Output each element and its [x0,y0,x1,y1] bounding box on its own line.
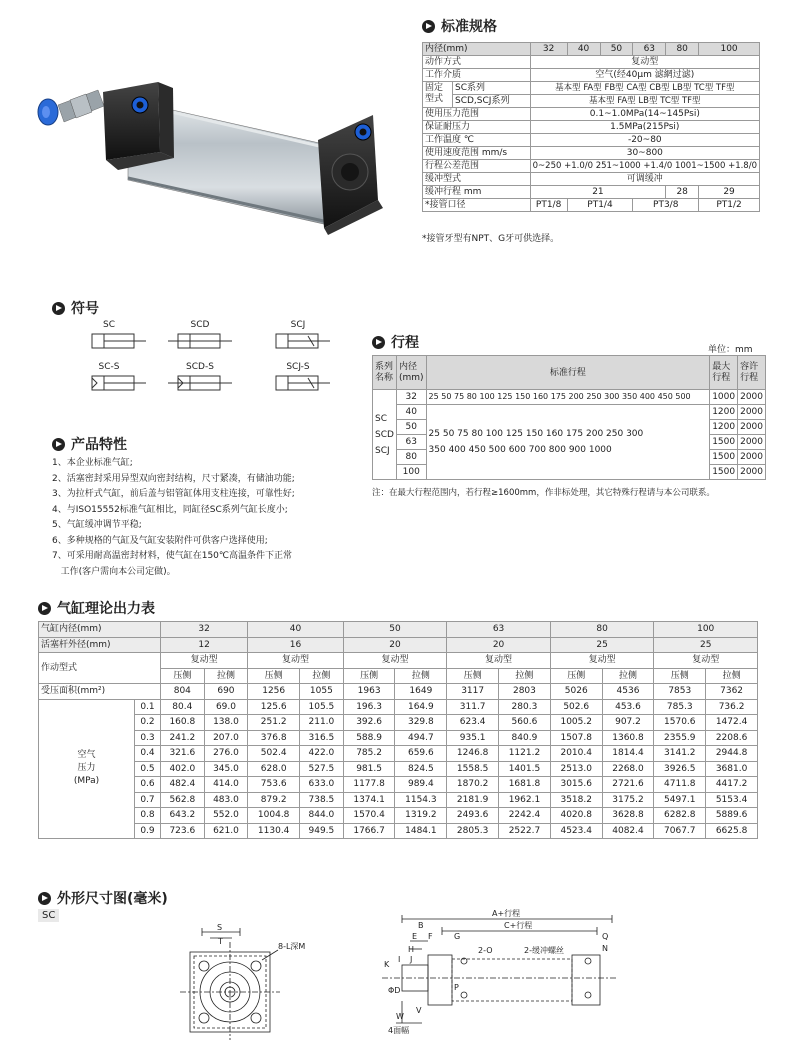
list-item: 7、可采用耐高温密封材料，使气缸在150℃高温条件下正常 [52,551,293,561]
force-table: 气缸内径(mm) 32 40 50 63 80 100 活塞杆外径(mm) 12 16 20 20 25 25 作动型式 复动型 复动型 复动型 复动型 复动型 复动型 压侧 拉侧 压侧 拉侧 压侧 拉侧 压侧 拉侧 压侧 拉侧 压侧 拉侧 受压面积(mm²) 804 690 1256 1055 1963 1649 3117 2803 5026 4536 7853 7362 空气 压力 (MPa) 0.1 80.4 69.0 125.6 105.5 196.3 164.9 311.7 280.3 502.6 453.6 785.3 736.2 0.2 160.8 138.0 251.2 211.0 392.6 329.8 623.4 560.6 1005.2 907.2 1570.6 1472.4 0.3 241.2 207.0 376.8 316.5 588.9 494.7 935.1 840.9 1507.8 1360.8 2355.9 2208.6 0.4 321.6 276.0 502.4 422.0 785.2 659.6 1246.8 1121.2 2010.4 1814.4 3141.2 2944.8 0.5 402.0 345.0 628.0 527.5 981.5 824.5 1558.5 1401.5 2513.0 2268.0 3926.5 3681.0 0.6 482.4 414.0 753.6 633.0 1177.8 989.4 1870.2 1681.8 3015.6 2721.6 4711.8 4417.2 0.7 562.8 483.0 879.2 738.5 1374.1 1154.3 2181.9 1962.1 3518.2 3175.2 5497.1 5153.4 0.8 643.2 552.0 1004.8 844.0 1570.4 1319.2 2493.6 2242.4 4020.8 3628.8 6282.8 5889.6 0.9 723.6 621.0 1130.4 949.5 1766.7 1484.1 2805.3 2522.7 4523.4 4082.4 7067.7 6625.8 [38,621,758,839]
list-item: 4、与ISO15552标准气缸相比，同缸径SC系列气缸长度小; [52,504,288,515]
dim-label-g: G [454,932,461,941]
dim-label-s: S [217,923,223,932]
stroke-unit: 单位：mm [708,345,753,355]
bullet-arrow-icon [372,336,385,349]
bullet-arrow-icon [422,20,435,33]
dim-label-width: 4面幅 [388,1026,410,1035]
list-item: 3、为拉杆式气缸，前后盖与铝管缸体用支柱连接，可靠性好; [52,489,295,499]
dims-series-tag: SC [38,909,59,922]
dim-label-e: E [412,932,418,941]
dim-label-b: B [418,921,424,930]
cylinder-symbol-icons [82,320,362,400]
bullet-arrow-icon [38,602,51,615]
table-row: 0.8 643.2 552.0 1004.8 844.0 1570.4 1319.2 2493.6 2242.4 4020.8 3628.8 6282.8 5889.6 [39,808,758,824]
cylinder-product-image [28,60,398,250]
dim-label-f: F [428,932,433,941]
table-row: 0.4 321.6 276.0 502.4 422.0 785.2 659.6 1246.8 1121.2 2010.4 1814.4 3141.2 2944.8 [39,746,758,762]
table-row: 0.3 241.2 207.0 376.8 316.5 588.9 494.7 935.1 840.9 1507.8 1360.8 2355.9 2208.6 [39,730,758,746]
bullet-arrow-icon [38,892,51,905]
list-item: 6、多种规格的气缸及气缸安装附件可供客户选择使用; [52,535,268,546]
stroke-table: 系列名称 内径(mm) 标准行程 最大行程 容许行程 SC SCD SCJ 32 25 50 75 80 100 125 150 160 175 200 250 300 350 400 450 500 1000 2000 40 25 50 75 80 100 125 150 160 175 200 250 300 350 400 450 500 600 700 800 900 1000 1200 2000 50 1200 2000 63 1500 2000 80 1500 2000 100 1500 2000 [372,355,766,480]
front-view-drawing [180,922,320,1047]
dim-label-p: P [454,983,459,992]
table-row: 0.2 160.8 138.0 251.2 211.0 392.6 329.8 623.4 560.6 1005.2 907.2 1570.6 1472.4 [39,715,758,731]
dim-label-d: ΦD [388,986,401,995]
dim-label-l: 8-L深M [278,942,306,951]
dim-label-q: Q [602,932,609,941]
dim-label-j: J [410,955,413,964]
spec-header-label: 内径(mm) [423,43,531,56]
dims-section-title: 外形尺寸图(毫米) [38,888,168,908]
spec-note: *接管牙型有NPT、G牙可供选择。 [422,234,560,244]
list-item: 工作(客户需向本公司定做)。 [52,566,176,577]
bullet-arrow-icon [52,302,65,315]
features-list [52,456,295,580]
dim-label-v: V [416,1006,422,1015]
dim-label-o: 2-O [478,946,493,955]
stroke-section-title: 行程 [372,332,419,352]
bullet-arrow-icon [52,438,65,451]
table-row: 空气 压力 (MPa) 0.1 80.4 69.0 125.6 105.5 196.3 164.9 311.7 280.3 502.6 453.6 785.3 736.2 [39,699,758,715]
dim-label-a: A+行程 [492,909,521,918]
dim-label-n: N [602,944,608,953]
dim-label-k: K [384,960,390,969]
spec-section-title: 标准规格 [422,16,497,36]
dim-label-cushion: 2-缓冲螺丝 [524,946,564,955]
symbols-grid: SC SCD SCJ SC-S SCD-S SCJ-S [82,320,362,400]
table-row: 0.6 482.4 414.0 753.6 633.0 1177.8 989.4 1870.2 1681.8 3015.6 2721.6 4711.8 4417.2 [39,777,758,793]
dim-label-i: I [398,955,401,964]
dim-label-c: C+行程 [504,921,533,930]
dim-label-t: T [218,937,223,946]
list-item: 5、气缸缓冲调节平稳; [52,520,142,530]
table-row: 0.5 402.0 345.0 628.0 527.5 981.5 824.5 1558.5 1401.5 2513.0 2268.0 3926.5 3681.0 [39,761,758,777]
features-section-title: 产品特性 [52,434,127,454]
table-row: 0.9 723.6 621.0 1130.4 949.5 1766.7 1484.1 2805.3 2522.7 4523.4 4082.4 7067.7 6625.8 [39,823,758,839]
side-view-drawing [382,905,622,1045]
dim-label-h: H [408,945,415,954]
list-item: 1、本企业标准气缸; [52,458,133,468]
pressure-label: 空气 压力 (MPa) [39,699,135,839]
list-item: 2、活塞密封采用异型双向密封结构，尺寸紧凑，有储油功能; [52,473,295,484]
table-row: 0.7 562.8 483.0 879.2 738.5 1374.1 1154.3 2181.9 1962.1 3518.2 3175.2 5497.1 5153.4 [39,792,758,808]
dim-label-w: W [396,1012,404,1021]
symbols-section-title: 符号 [52,298,99,318]
stroke-note: 注：在最大行程范围内，若行程≥1600mm，作非标处理，其它特殊行程请与本公司联系。 [372,488,715,498]
force-section-title: 气缸理论出力表 [38,598,155,618]
spec-table: 内径(mm) 32 40 50 63 80 100 动作方式 复动型 工作介质 空气(经40μm 滤網过滤) 固定型式 SC系列 SCD,SCJ系列 基本型 FA型 FB型 CA型 CB型 LB型 TC型 TF型 基本型 FA型 LB型 TC型 TF型 使用压力范围 0.1~1.0MPa(14~145Psi) 保证耐压力 1.5MPa(215Psi) 工作温度 ℃ -20~80 使用速度范围 mm/s 30~800 行程公差范围 0~250 +1.0/0 251~1000 +1.4/0 1001~1500 +1.8/0 缓冲型式 可调缓冲 缓冲行程 mm 21 28 29 *接管口径 PT1/8 PT1/4 PT3/8 PT1/2 [422,42,760,212]
